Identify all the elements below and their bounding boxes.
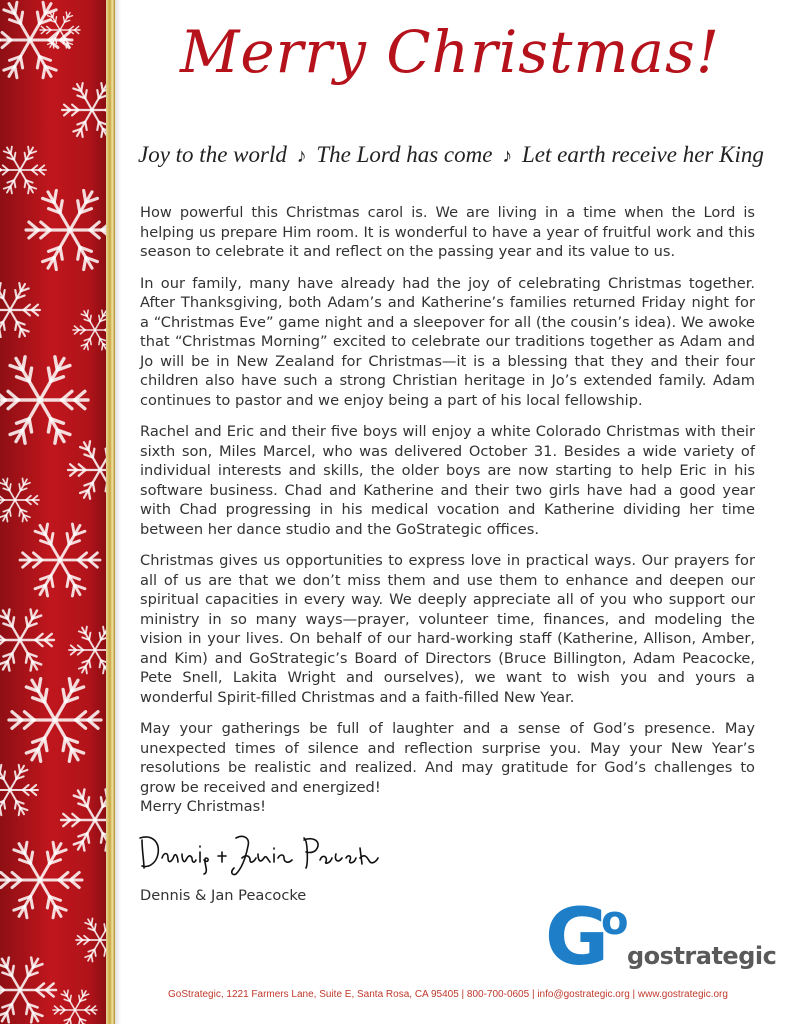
snowflake-icon: [0, 147, 46, 194]
snowflake-icon: [9, 679, 101, 762]
snowflake-icon: [0, 2, 72, 78]
snowflake-icon: [0, 357, 88, 443]
paragraph: In our family, many have already had the joy of celebrating Christmas together. After Thanksgiving, both Adam’s and Katherine’s families returned Friday night for a “Christmas Eve” game night and a sleepover for all (the cousin’s idea). We awoke that “Christmas Morning” excited to celebrate our traditions together as Adam and Jo will be in New Zealand for Christmas—it is a blessing that they and their four children also have such a strong Christian heritage in Jo’s extended family. Adam continues to pastor and we enjoy being a part of his local fellowship.: [140, 274, 755, 409]
snowflake-icon: [53, 990, 97, 1024]
paragraph: Christmas gives us opportunities to express love in practical ways. Our prayers for all of us are that we don’t miss them and use them to enhance and deepen our spiritual capacities in every way. We deeply appreciate all of you who support our ministry in so many ways—prayer, volunteer time, finances, and modeling the vision in your lives. On behalf of our hard-working staff (Katherine, Allison, Amber, and Kim) and GoStrategic’s Board of Directors (Bruce Billington, Adam Peacocke, Pete Snell, Lakita Wright and ourselves), we want to wish you and yours a wonderful Spirit-filled Christmas and a faith-filled New Year.: [140, 552, 755, 706]
snowflake-icon: [62, 83, 112, 137]
gostrategic-logo[interactable]: [545, 898, 777, 978]
closing-line: Merry Christmas!: [140, 798, 267, 815]
logo-letter-o: o: [601, 898, 629, 944]
border-shadow: [115, 0, 121, 1024]
music-note-icon: ♪: [502, 145, 513, 167]
snowflake-icon: [0, 958, 56, 1023]
footer-contact: GoStrategic, 1221 Farmers Lane, Suite E, Santa Rosa, CA 95405 | 800-700-0605 | info@gostrategic.org | www.gostrategic.org: [168, 989, 728, 1000]
snowflake-icon: [20, 524, 100, 596]
letter-title: Merry Christmas!: [179, 18, 721, 86]
paragraph: How powerful this Christmas carol is. We are living in a time when the Lord is helping us prepare Him room. It is wonderful to have a year of fruitful work and this season to celebrate it and reflect on the passing year and its value to us.: [140, 204, 755, 260]
snowflake-icon: [0, 765, 38, 815]
logo-wordmark: gostrategic: [627, 942, 777, 970]
snowflake-icon: [0, 283, 40, 337]
letter-subtitle: [138, 142, 763, 168]
subtitle-part-3: Let earth receive her King: [521, 142, 764, 167]
snowflake-icon: [26, 190, 112, 269]
gold-border-edge: [106, 0, 115, 1024]
signer-name: Dennis & Jan Peacocke: [140, 887, 307, 904]
logo-letter-g: G: [545, 898, 610, 978]
snowflake-icon: [0, 609, 54, 670]
snowflake-icon: [0, 842, 82, 918]
snowflake-icon: [40, 12, 80, 48]
subtitle-part-1: Joy to the world: [138, 142, 287, 167]
paragraph: Rachel and Eric and their five boys will enjoy a white Colorado Christmas with their sixth son, Miles Marcel, who was delivered October 31. Besides a wide variety of individual interests and skills, the older boys are now starting to help Eric in his software business. Chad and Katherine and their two girls have had a good year with Chad progressing in his medical vocation and Katherine dividing her time between her dance studio and the GoStrategic offices.: [140, 423, 755, 538]
snowflake-pattern: [0, 0, 112, 1024]
snowflake-icon: [0, 478, 39, 521]
snowflake-border: [0, 0, 112, 1024]
music-note-icon: ♪: [296, 145, 307, 167]
snowflake-icon: [61, 789, 112, 850]
subtitle-part-2: The Lord has come: [316, 142, 493, 167]
letter-body: [140, 203, 755, 809]
paragraph: May your gatherings be full of laughter and a sense of God’s presence. May unexpected times of silence and reflection surprise you. May your New Year’s resolutions be realistic and realized. And may gratitude for God’s challenges to grow be received and energized!: [140, 720, 755, 796]
handwritten-signature: [138, 828, 388, 878]
